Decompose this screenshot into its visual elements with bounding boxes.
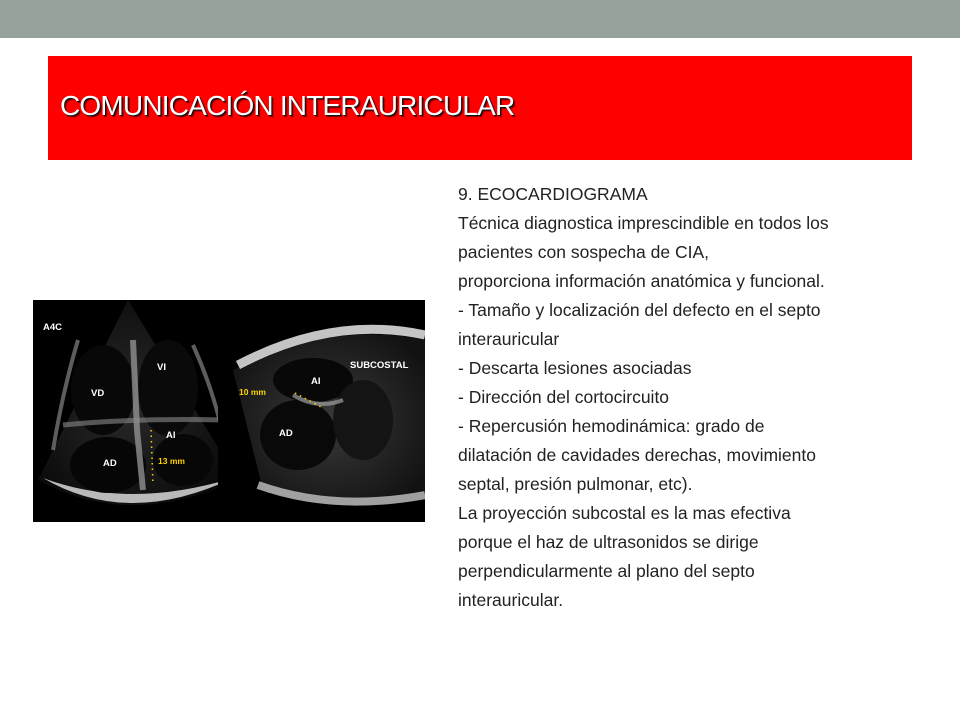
subcostal-view-label: SUBCOSTAL (350, 360, 409, 371)
body-line: interauricular. (458, 590, 564, 610)
bullet-line: - Repercusión hemodinámica: grado de (458, 416, 765, 436)
body-line: La proyección subcostal es la mas efectiva (458, 503, 791, 523)
chamber-label-ad-subcostal: AD (279, 428, 293, 439)
echo-graphic (33, 300, 425, 522)
bullet-line: - Tamaño y localización del defecto en el septo (458, 300, 821, 320)
top-bar (0, 0, 960, 38)
a4c-view-label: A4C (43, 322, 63, 333)
chamber-label-ai-subcostal: AI (311, 376, 321, 387)
chamber-label-ai: AI (166, 430, 176, 441)
slide-body (458, 180, 918, 611)
slide-title: COMUNICACIÓN INTERAURICULAR (60, 90, 515, 121)
bullet-line: septal, presión pulmonar, etc). (458, 474, 693, 494)
heading-line: 9. ECOCARDIOGRAMA (458, 184, 648, 204)
body-line: perpendicularmente al plano del septo (458, 561, 755, 581)
body-line: porque el haz de ultrasonidos se dirige (458, 532, 759, 552)
body-line: pacientes con sospecha de CIA, (458, 242, 709, 262)
bullet-line: - Dirección del cortocircuito (458, 387, 670, 407)
chamber-label-vi: VI (157, 362, 166, 373)
chamber-label-vd: VD (91, 388, 105, 399)
bullet-line: - Descarta lesiones asociadas (458, 358, 692, 378)
subcostal-measurement: 10 mm (239, 387, 266, 397)
body-line: proporciona información anatómica y funcional. (458, 271, 825, 291)
bullet-line: dilatación de cavidades derechas, movimiento (458, 445, 816, 465)
echocardiogram-image (33, 300, 425, 522)
chamber-label-ad: AD (103, 458, 117, 469)
a4c-measurement: 13 mm (158, 456, 185, 466)
bullet-line: interauricular (458, 329, 560, 349)
body-line: Técnica diagnostica imprescindible en todos los (458, 213, 829, 233)
title-band (48, 56, 912, 160)
